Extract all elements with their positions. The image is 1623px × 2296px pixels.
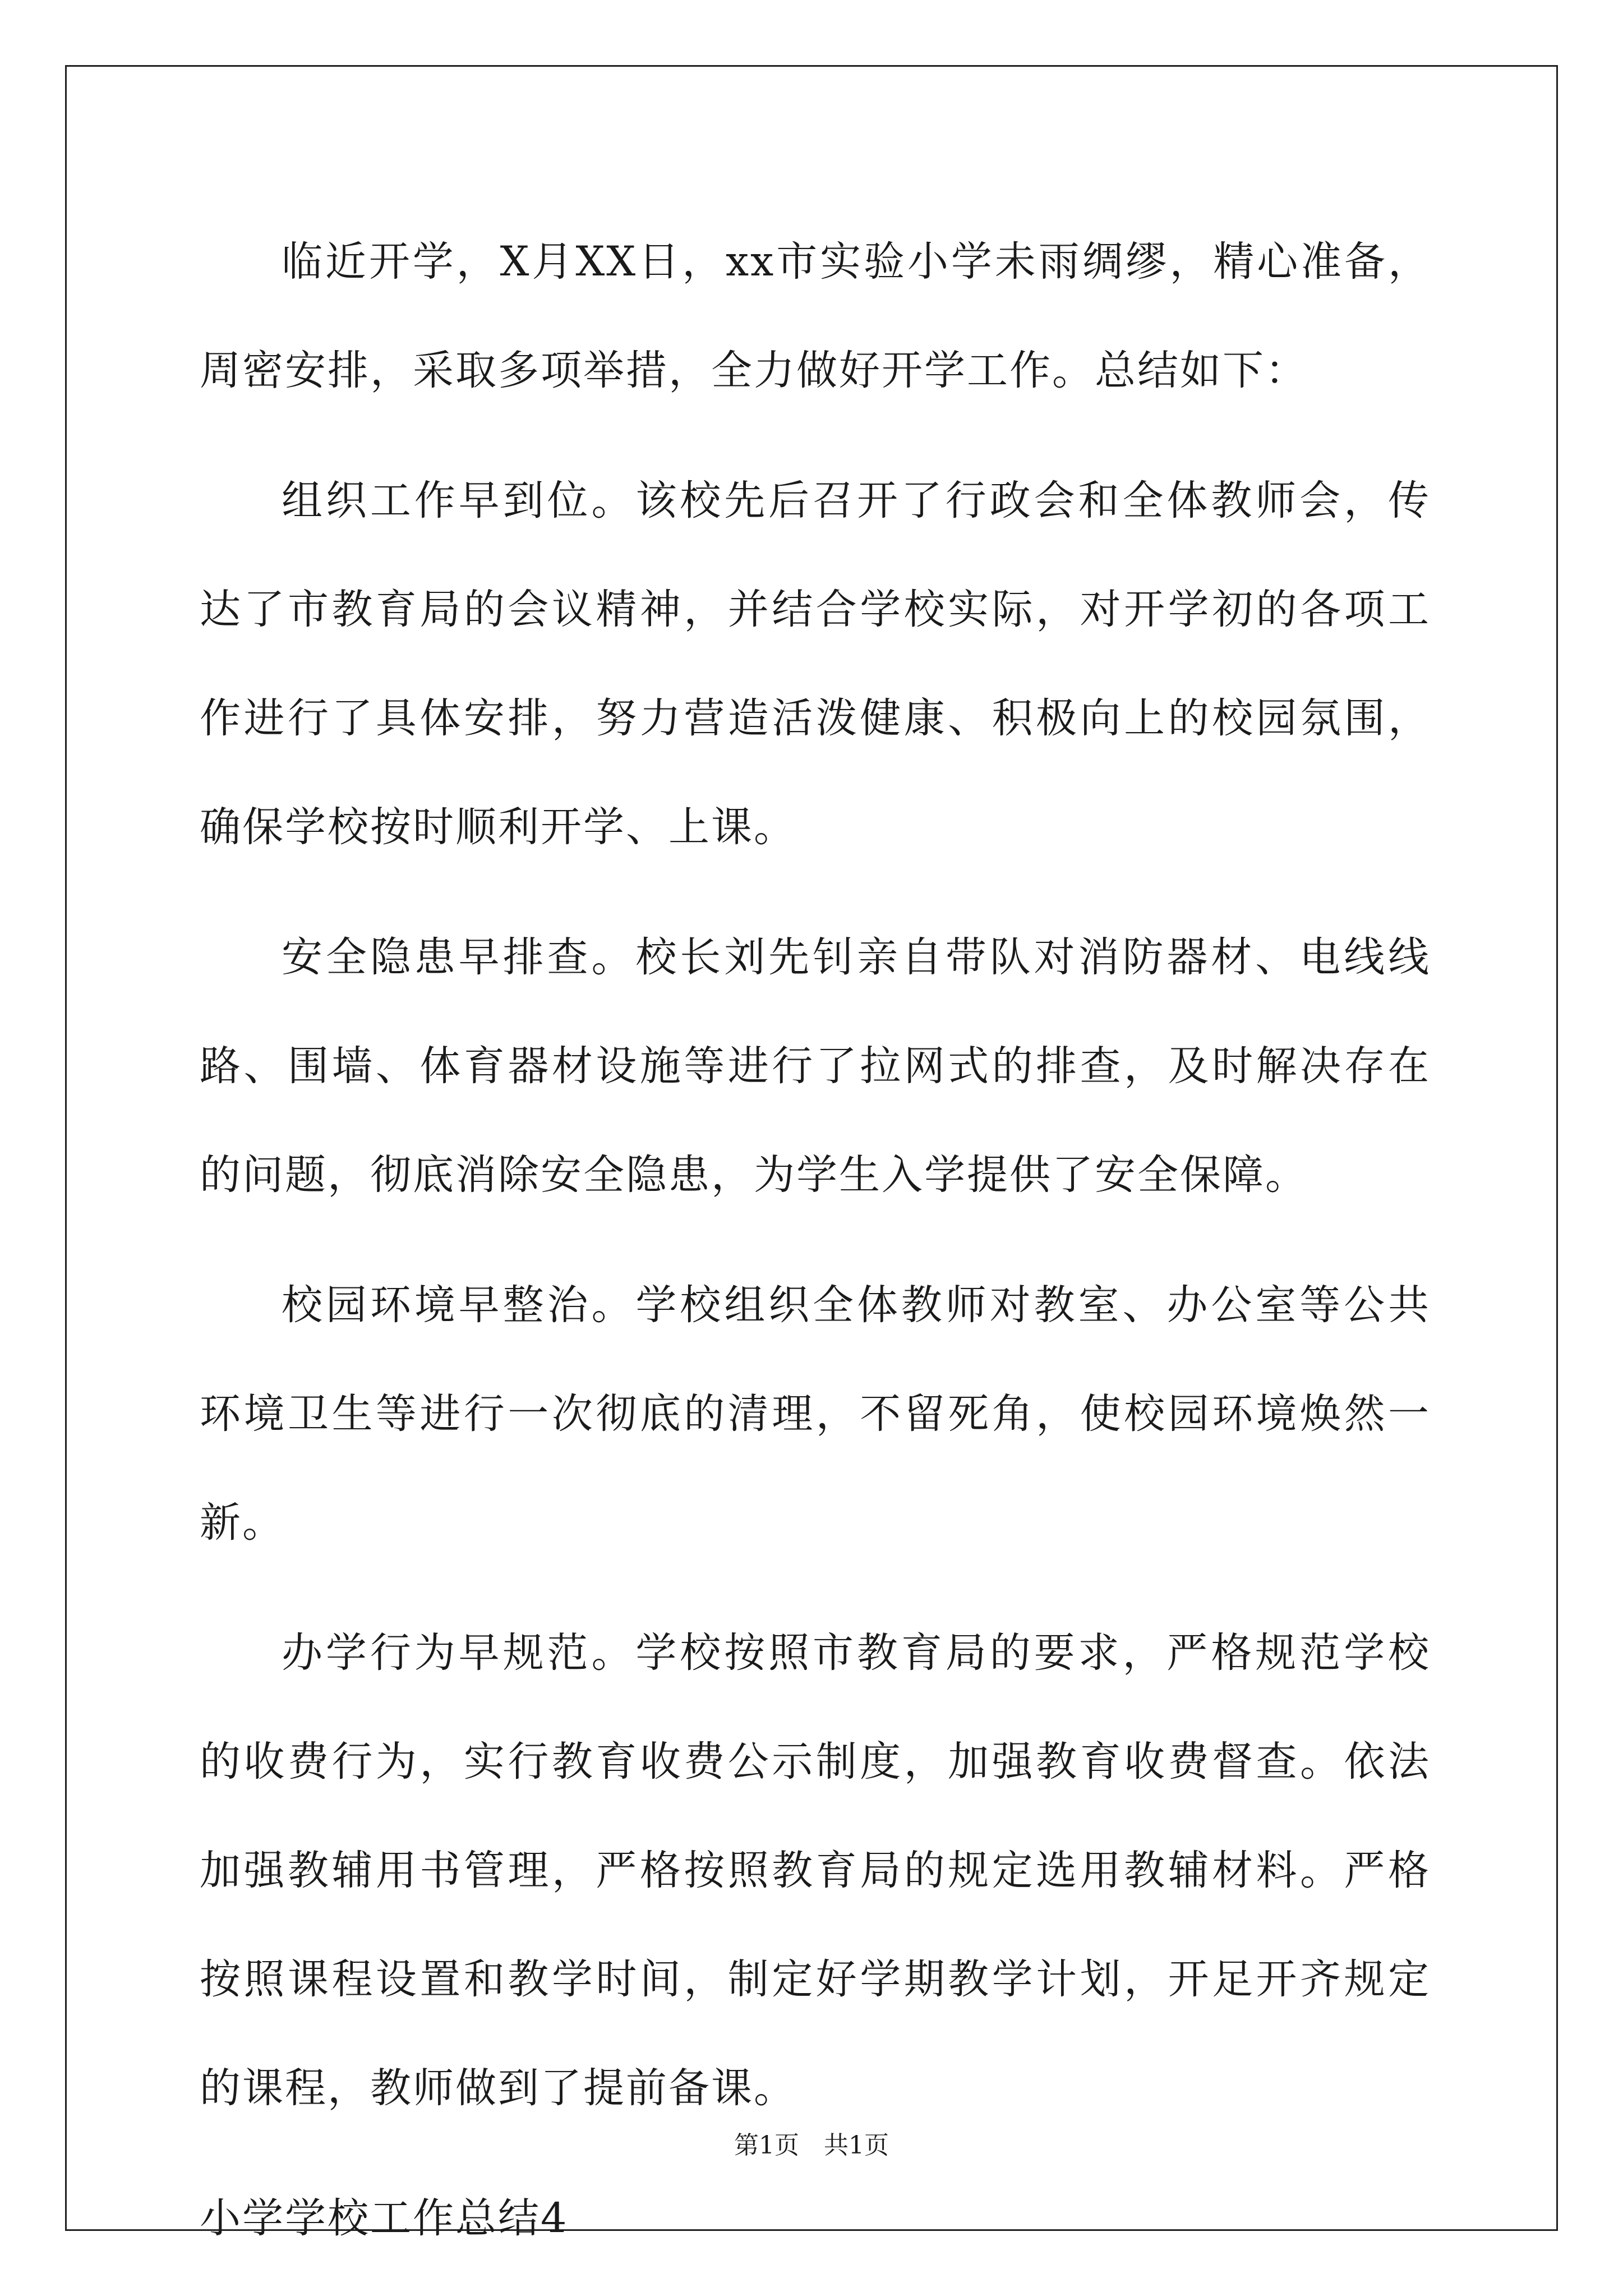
paragraph-organization: 组织工作早到位。该校先后召开了行政会和全体教师会，传达了市教育局的会议精神，并结合学校实际，对开学初的各项工作进行了具体安排，努力营造活泼健康、积极向上的校园氛围，确保学校按时顺利开学、上课。 [200, 477, 1431, 851]
page-footer: 第1页 共1页 [734, 2131, 889, 2160]
paragraph-intro: 临近开学，X月XX日，xx市实验小学未雨绸缪，精心准备，周密安排，采取多项举措，全力做好开学工作。总结如下： [200, 238, 1431, 394]
paragraph-safety: 安全隐患早排查。校长刘先钊亲自带队对消防器材、电线线路、围墙、体育器材设施等进行了拉网式的排查，及时解决存在的问题，彻底消除安全隐患，为学生入学提供了安全保障。 [200, 933, 1431, 1199]
paragraph-conduct: 办学行为早规范。学校按照市教育局的要求，严格规范学校的收费行为，实行教育收费公示制度，加强教育收费督查。依法加强教辅用书管理，严格按照教育局的规定选用教辅材料。严格按照课程设置和教学时间，制定好学期教学计划，开足开齐规定的课程，教师做到了提前备课。 [200, 1629, 1431, 2112]
paragraph-environment: 校园环境早整治。学校组织全体教师对教室、办公室等公共环境卫生等进行一次彻底的清理，不留死角，使校园环境焕然一新。 [200, 1281, 1431, 1547]
document-body [200, 208, 1431, 2273]
section-heading: 小学学校工作总结4 [200, 2194, 569, 2242]
